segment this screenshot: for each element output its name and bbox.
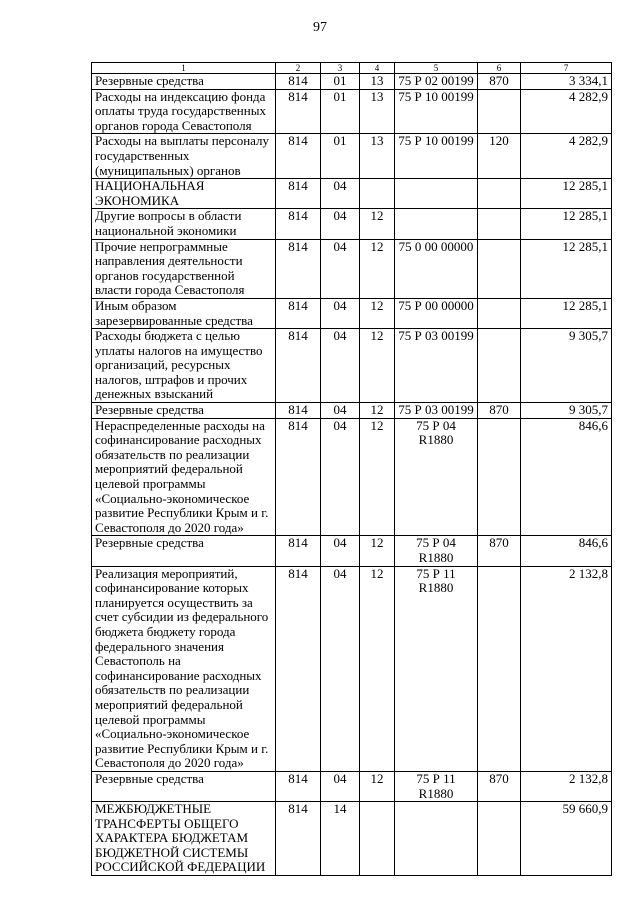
amount-cell: 846,6 bbox=[521, 536, 612, 566]
section-code-cell: 04 bbox=[321, 239, 360, 298]
section-code-cell: 14 bbox=[321, 802, 360, 876]
admin-code-cell: 814 bbox=[276, 134, 321, 179]
table-row bbox=[92, 329, 612, 403]
column-header: 4 bbox=[360, 63, 395, 74]
target-article-cell bbox=[395, 179, 478, 209]
subsection-code-cell: 13 bbox=[360, 134, 395, 179]
admin-code-cell: 814 bbox=[276, 298, 321, 328]
subsection-code-cell: 12 bbox=[360, 566, 395, 771]
row-name-cell: Реализация мероприятий, софинансирование которых планируется осуществить за счет субсидии из федерального бюджета бюджету города федерального значения Севастополь на софинансирование расходных обязательств по реализации мероприятий федеральной целевой программы «Социально-экономическое развитие Республики Крым и г. Севастополя до 2020 года» bbox=[92, 566, 276, 771]
table-row bbox=[92, 134, 612, 179]
admin-code-cell: 814 bbox=[276, 179, 321, 209]
table-row bbox=[92, 209, 612, 239]
row-name-cell: МЕЖБЮДЖЕТНЫЕ ТРАНСФЕРТЫ ОБЩЕГО ХАРАКТЕРА БЮДЖЕТАМ БЮДЖЕТНОЙ СИСТЕМЫ РОССИЙСКОЙ ФЕДЕРАЦИИ bbox=[92, 802, 276, 876]
amount-cell: 12 285,1 bbox=[521, 209, 612, 239]
table-row bbox=[92, 74, 612, 90]
column-header: 3 bbox=[321, 63, 360, 74]
row-name-cell: Другие вопросы в области национальной экономики bbox=[92, 209, 276, 239]
admin-code-cell: 814 bbox=[276, 329, 321, 403]
row-name-cell: Резервные средства bbox=[92, 403, 276, 419]
table-row bbox=[92, 771, 612, 801]
amount-cell: 9 305,7 bbox=[521, 329, 612, 403]
expense-type-cell: 870 bbox=[478, 771, 521, 801]
table-row bbox=[92, 566, 612, 771]
expense-type-cell: 870 bbox=[478, 403, 521, 419]
admin-code-cell: 814 bbox=[276, 239, 321, 298]
expense-type-cell bbox=[478, 298, 521, 328]
subsection-code-cell bbox=[360, 802, 395, 876]
table-row bbox=[92, 179, 612, 209]
section-code-cell: 04 bbox=[321, 209, 360, 239]
subsection-code-cell: 12 bbox=[360, 209, 395, 239]
admin-code-cell: 814 bbox=[276, 771, 321, 801]
amount-cell: 3 334,1 bbox=[521, 74, 612, 90]
row-name-cell: Прочие непрограммные направления деятельности органов государственной власти города Севастополя bbox=[92, 239, 276, 298]
row-name-cell: Резервные средства bbox=[92, 771, 276, 801]
row-name-cell: Нераспределенные расходы на софинансирование расходных обязательств по реализации мероприятий федеральной целевой программы «Социально-экономическое развитие Республики Крым и г. Севастополя до 2020 года» bbox=[92, 418, 276, 536]
amount-cell: 4 282,9 bbox=[521, 89, 612, 134]
section-code-cell: 04 bbox=[321, 418, 360, 536]
table-row bbox=[92, 536, 612, 566]
table-row bbox=[92, 802, 612, 876]
expense-type-cell: 870 bbox=[478, 536, 521, 566]
expense-type-cell bbox=[478, 566, 521, 771]
admin-code-cell: 814 bbox=[276, 566, 321, 771]
amount-cell: 12 285,1 bbox=[521, 298, 612, 328]
amount-cell: 4 282,9 bbox=[521, 134, 612, 179]
target-article-cell bbox=[395, 209, 478, 239]
subsection-code-cell: 12 bbox=[360, 298, 395, 328]
target-article-cell bbox=[395, 802, 478, 876]
expense-type-cell bbox=[478, 418, 521, 536]
expense-type-cell bbox=[478, 239, 521, 298]
admin-code-cell: 814 bbox=[276, 418, 321, 536]
amount-cell: 2 132,8 bbox=[521, 566, 612, 771]
target-article-cell: 75 Р 04 R1880 bbox=[395, 418, 478, 536]
table-body bbox=[92, 74, 612, 876]
column-header: 1 bbox=[92, 63, 276, 74]
expense-type-cell: 120 bbox=[478, 134, 521, 179]
subsection-code-cell: 12 bbox=[360, 403, 395, 419]
subsection-code-cell bbox=[360, 179, 395, 209]
row-name-cell: Иным образом зарезервированные средства bbox=[92, 298, 276, 328]
subsection-code-cell: 13 bbox=[360, 89, 395, 134]
subsection-code-cell: 12 bbox=[360, 536, 395, 566]
target-article-cell: 75 Р 10 00199 bbox=[395, 134, 478, 179]
subsection-code-cell: 12 bbox=[360, 771, 395, 801]
target-article-cell: 75 Р 00 00000 bbox=[395, 298, 478, 328]
section-code-cell: 04 bbox=[321, 403, 360, 419]
table-row bbox=[92, 298, 612, 328]
subsection-code-cell: 12 bbox=[360, 329, 395, 403]
row-name-cell: Расходы бюджета с целью уплаты налогов на имущество организаций, ресурсных налогов, штрафов и прочих денежных взысканий bbox=[92, 329, 276, 403]
section-code-cell: 04 bbox=[321, 329, 360, 403]
target-article-cell: 75 Р 02 00199 bbox=[395, 74, 478, 90]
target-article-cell: 75 Р 10 00199 bbox=[395, 89, 478, 134]
column-header: 5 bbox=[395, 63, 478, 74]
admin-code-cell: 814 bbox=[276, 802, 321, 876]
table-row bbox=[92, 89, 612, 134]
subsection-code-cell: 12 bbox=[360, 418, 395, 536]
section-code-cell: 04 bbox=[321, 298, 360, 328]
amount-cell: 2 132,8 bbox=[521, 771, 612, 801]
column-header: 6 bbox=[478, 63, 521, 74]
amount-cell: 12 285,1 bbox=[521, 179, 612, 209]
table-row bbox=[92, 418, 612, 536]
column-header: 7 bbox=[521, 63, 612, 74]
expense-type-cell bbox=[478, 89, 521, 134]
section-code-cell: 04 bbox=[321, 566, 360, 771]
section-code-cell: 01 bbox=[321, 134, 360, 179]
amount-cell: 12 285,1 bbox=[521, 239, 612, 298]
admin-code-cell: 814 bbox=[276, 209, 321, 239]
row-name-cell: Резервные средства bbox=[92, 536, 276, 566]
target-article-cell: 75 0 00 00000 bbox=[395, 239, 478, 298]
budget-table bbox=[91, 62, 612, 876]
admin-code-cell: 814 bbox=[276, 536, 321, 566]
section-code-cell: 01 bbox=[321, 74, 360, 90]
target-article-cell: 75 Р 03 00199 bbox=[395, 403, 478, 419]
amount-cell: 9 305,7 bbox=[521, 403, 612, 419]
expense-type-cell bbox=[478, 179, 521, 209]
page-number: 97 bbox=[313, 20, 327, 35]
expense-type-cell bbox=[478, 329, 521, 403]
expense-type-cell bbox=[478, 209, 521, 239]
section-code-cell: 01 bbox=[321, 89, 360, 134]
target-article-cell: 75 Р 03 00199 bbox=[395, 329, 478, 403]
subsection-code-cell: 13 bbox=[360, 74, 395, 90]
section-code-cell: 04 bbox=[321, 179, 360, 209]
target-article-cell: 75 Р 04 R1880 bbox=[395, 536, 478, 566]
table-row bbox=[92, 239, 612, 298]
expense-type-cell: 870 bbox=[478, 74, 521, 90]
section-code-cell: 04 bbox=[321, 536, 360, 566]
target-article-cell: 75 Р 11 R1880 bbox=[395, 566, 478, 771]
table-row bbox=[92, 403, 612, 419]
expense-type-cell bbox=[478, 802, 521, 876]
section-code-cell: 04 bbox=[321, 771, 360, 801]
admin-code-cell: 814 bbox=[276, 403, 321, 419]
amount-cell: 846,6 bbox=[521, 418, 612, 536]
row-name-cell: НАЦИОНАЛЬНАЯ ЭКОНОМИКА bbox=[92, 179, 276, 209]
admin-code-cell: 814 bbox=[276, 74, 321, 90]
column-header: 2 bbox=[276, 63, 321, 74]
row-name-cell: Расходы на индексацию фонда оплаты труда государственных органов города Севастополя bbox=[92, 89, 276, 134]
row-name-cell: Резервные средства bbox=[92, 74, 276, 90]
header-row bbox=[92, 63, 612, 74]
target-article-cell: 75 Р 11 R1880 bbox=[395, 771, 478, 801]
amount-cell: 59 660,9 bbox=[521, 802, 612, 876]
subsection-code-cell: 12 bbox=[360, 239, 395, 298]
row-name-cell: Расходы на выплаты персоналу государственных (муниципальных) органов bbox=[92, 134, 276, 179]
admin-code-cell: 814 bbox=[276, 89, 321, 134]
